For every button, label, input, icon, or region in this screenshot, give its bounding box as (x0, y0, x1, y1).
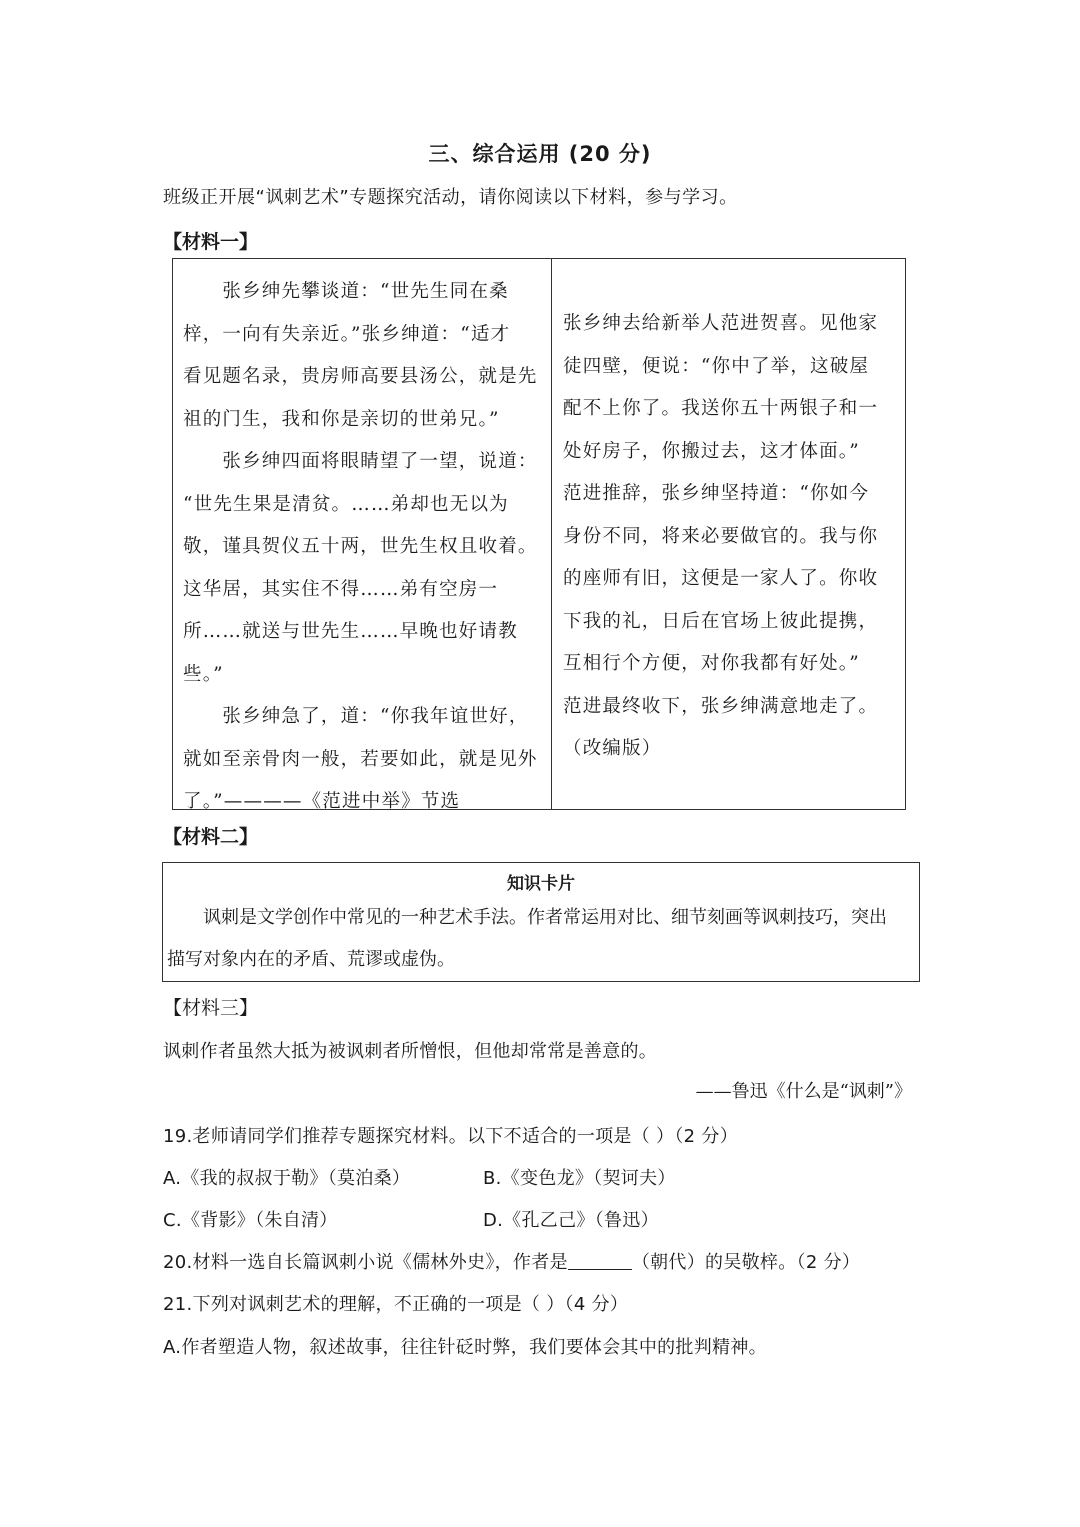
q19-option-b: B.《变色龙》（契诃夫） (483, 1168, 676, 1189)
material1-right-column (563, 303, 899, 771)
q19-stem: 19.老师请同学们推荐专题探究材料。以下不适合的一项是（ ）（2 分） (163, 1126, 739, 1147)
q19-option-d: D.《孔乙己》（鲁迅） (483, 1210, 659, 1231)
right-line: 身份不同，将来必要做官的。我与你 (563, 525, 879, 547)
card-line: 讽刺是文学创作中常见的一种艺术手法。作者常运用对比、细节刻画等讽刺技巧，突出 (167, 907, 887, 928)
left-line: 了。”————《范进中举》节选 (183, 791, 461, 812)
q20-before: 20.材料一选自长篇讽刺小说《儒林外史》，作者是 (163, 1252, 568, 1273)
right-line: （改编版） (563, 738, 662, 759)
knowledge-card (162, 862, 920, 982)
material2-label: 【材料二】 (163, 826, 259, 848)
material1-label: 【材料一】 (163, 231, 259, 253)
left-line: 张乡绅急了，道：“你我年谊世好， (183, 706, 529, 727)
left-line: 所……就送与世先生……早晚也好请教 (183, 621, 518, 642)
right-line: 互相行个方便，对你我都有好处。” (563, 653, 860, 674)
table-divider (551, 259, 552, 809)
knowledge-card-title: 知识卡片 (507, 874, 575, 894)
right-line: 下我的礼，日后在官场上彼此提携， (563, 610, 879, 632)
left-line: 就如至亲骨肉一般，若要如此，就是见外 (183, 748, 538, 770)
q19-option-c: C.《背影》（朱自清） (163, 1210, 338, 1231)
left-line: 这华居，其实住不得……弟有空房一 (183, 578, 499, 600)
left-line: 祖的门生，我和你是亲切的世弟兄。” (183, 408, 500, 430)
right-line: 范进推辞，张乡绅坚持道：“你如今 (563, 483, 870, 504)
knowledge-card-body (167, 897, 917, 981)
q19-option-a: A.《我的叔叔于勒》（莫泊桑） (163, 1168, 411, 1189)
q20-after: （朝代）的吴敬梓。（2 分） (631, 1252, 861, 1273)
material3-label: 【材料三】 (163, 997, 259, 1019)
right-line: 张乡绅去给新举人范进贺喜。见他家 (563, 313, 879, 334)
section-title: 三、综合运用 (20 分) (428, 142, 652, 166)
card-line: 描写对象内在的矛盾、荒谬或虚伪。 (167, 949, 455, 970)
left-line: 梓，一向有失亲近。”张乡绅道：“适才 (183, 323, 511, 345)
material3-text: 讽刺作者虽然大抵为被讽刺者所憎恨，但他却常常是善意的。 (163, 1041, 658, 1062)
right-line: 的座师有旧，这便是一家人了。你收 (563, 568, 879, 589)
right-line: 配不上你了。我送你五十两银子和一 (563, 398, 879, 419)
q21-stem: 21.下列对讽刺艺术的理解，不正确的一项是（ ）（4 分） (163, 1294, 629, 1315)
right-line: 处好房子，你搬过去，这才体面。” (563, 440, 860, 462)
left-line: “世先生果是清贫。……弟却也无以为 (183, 493, 509, 515)
right-line: 范进最终收下，张乡绅满意地走了。 (563, 695, 879, 717)
q21-option-a: A.作者塑造人物，叙述故事，往往针砭时弊，我们要体会其中的批判精神。 (163, 1337, 767, 1358)
right-line: 徒四壁，便说：“你中了举，这破屋 (563, 355, 870, 377)
intro-text: 班级正开展“讽刺艺术”专题探究活动，请你阅读以下材料，参与学习。 (163, 187, 738, 208)
material3-source: ——鲁迅《什么是“讽刺”》 (695, 1081, 912, 1102)
left-line: 张乡绅先攀谈道：“世先生同在桑 (183, 281, 509, 302)
q20-answer-blank[interactable] (568, 1251, 632, 1270)
material1-left-column (183, 271, 545, 824)
left-line: 敬，谨具贺仪五十两，世先生权且收着。 (183, 536, 538, 557)
q20-line (163, 1248, 860, 1274)
left-line: 看见题名录，贵房师高要县汤公，就是先 (183, 366, 538, 387)
left-line: 些。” (183, 663, 224, 685)
material1-table (172, 258, 906, 810)
left-line: 张乡绅四面将眼睛望了一望，说道： (183, 451, 538, 472)
